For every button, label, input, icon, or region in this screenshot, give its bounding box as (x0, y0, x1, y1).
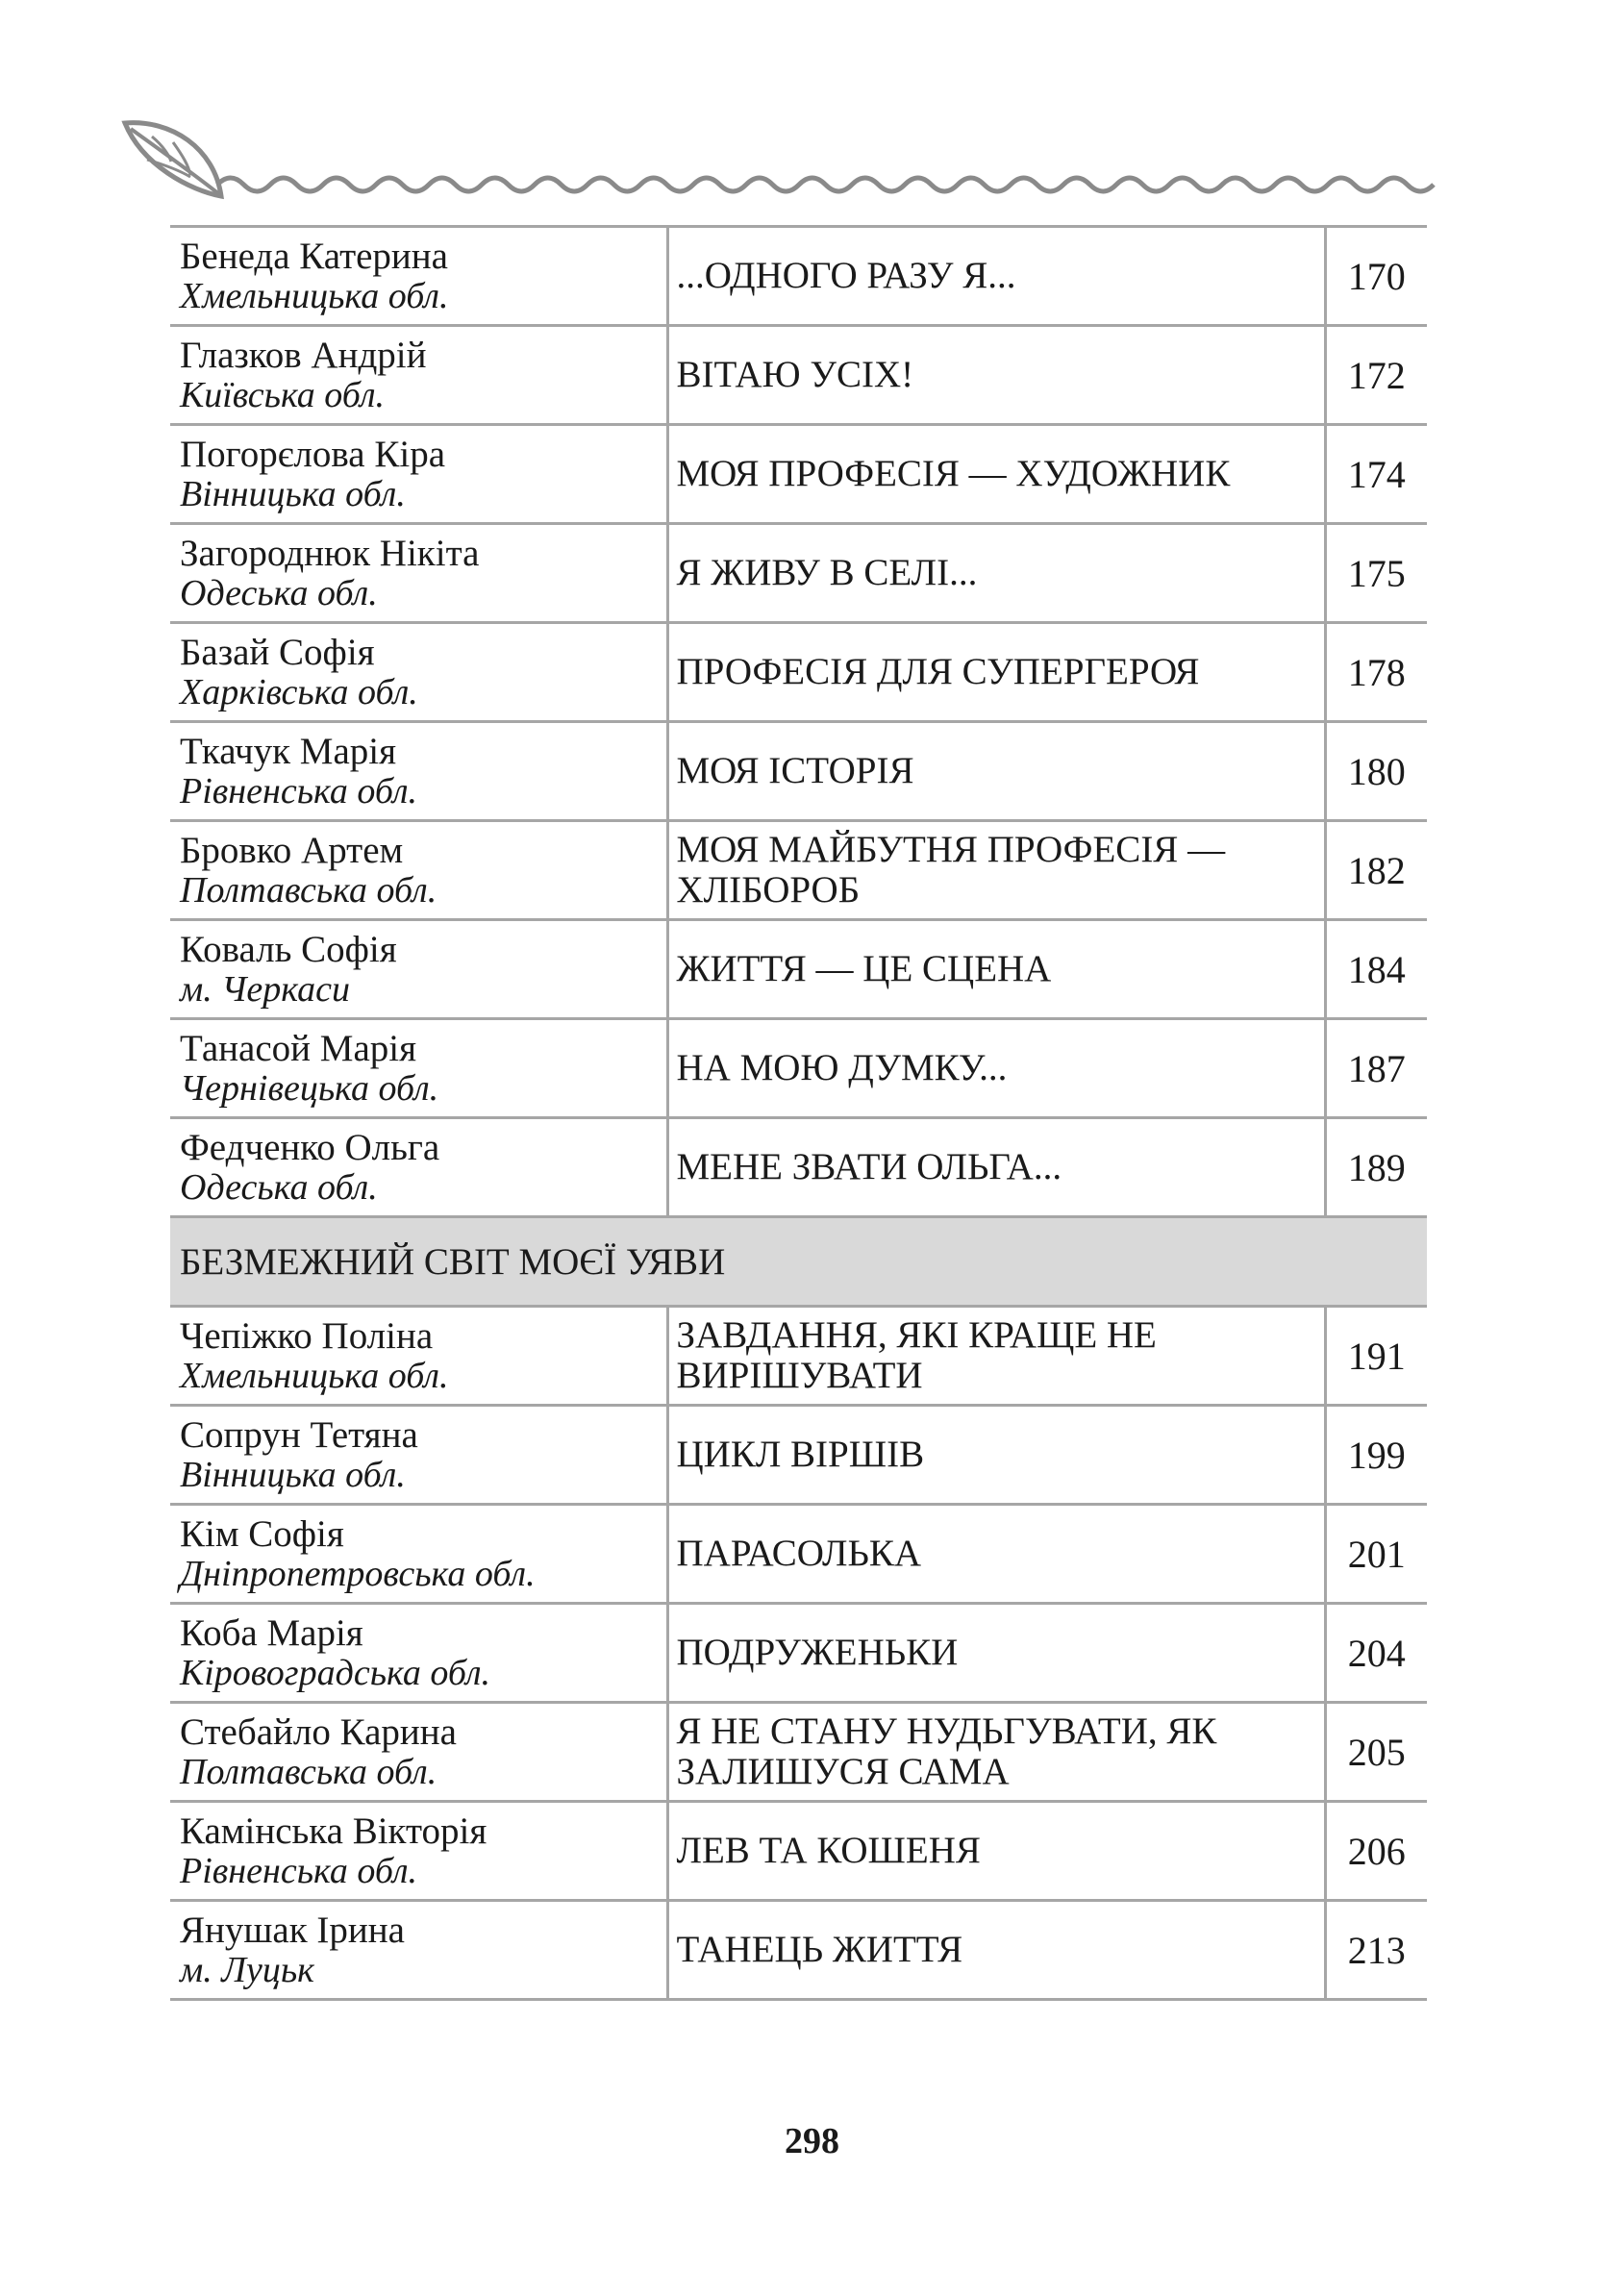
contents-row (170, 1703, 1427, 1802)
author-region: м. Луцьк (180, 1950, 314, 1990)
author-name: Бровко Артем (180, 830, 404, 871)
author-name: Сопрун Тетяна (180, 1414, 418, 1456)
author-name: Федченко Ольга (180, 1127, 440, 1168)
contents-row (170, 1307, 1427, 1406)
work-title: Я НЕ СТАНУ НУДЬГУВАТИ, ЯК ЗАЛИШУСЯ САМА (676, 1710, 1217, 1792)
contents-row (170, 1406, 1427, 1505)
author-cell (170, 1802, 667, 1901)
author-region: Полтавська обл. (180, 870, 437, 911)
title-cell (667, 821, 1325, 920)
contents-table (170, 225, 1427, 2001)
title-cell (667, 1307, 1325, 1406)
author-name: Погорєлова Кіра (180, 434, 446, 475)
work-title: ...ОДНОГО РАЗУ Я... (676, 255, 1016, 296)
page-ref: 180 (1325, 722, 1427, 821)
author-cell (170, 1505, 667, 1604)
page-ref: 191 (1325, 1307, 1427, 1406)
author-name: Базай Софія (180, 632, 375, 673)
page-ref: 174 (1325, 425, 1427, 524)
feather-icon (125, 123, 221, 196)
work-title: Я ЖИВУ В СЕЛІ... (676, 552, 978, 593)
author-name: Загороднюк Нікіта (180, 533, 480, 574)
author-region: Одеська обл. (180, 1167, 378, 1208)
author-region: Кіровоградська обл. (180, 1653, 491, 1693)
author-name: Глазков Андрій (180, 335, 427, 376)
author-region: Вінницька обл. (180, 1455, 406, 1495)
title-cell (667, 623, 1325, 722)
author-name: Танасой Марія (180, 1028, 417, 1069)
title-cell (667, 1703, 1325, 1802)
work-title: ЦИКЛ ВІРШІВ (676, 1434, 925, 1475)
author-cell (170, 227, 667, 326)
author-region: Полтавська обл. (180, 1752, 437, 1792)
author-name: Коба Марія (180, 1612, 363, 1654)
title-cell (667, 1505, 1325, 1604)
author-cell (170, 1118, 667, 1217)
work-title: ПОДРУЖЕНЬКИ (676, 1632, 959, 1673)
author-cell (170, 920, 667, 1019)
feather-wave-ornament (113, 108, 1440, 204)
page-ref: 206 (1325, 1802, 1427, 1901)
page-ref: 204 (1325, 1604, 1427, 1703)
work-title: МОЯ МАЙБУТНЯ ПРОФЕСІЯ — ХЛІБОРОБ (676, 829, 1226, 911)
page-ref: 175 (1325, 524, 1427, 623)
contents-row (170, 722, 1427, 821)
author-cell (170, 326, 667, 425)
author-cell (170, 1019, 667, 1118)
work-title: ПАРАСОЛЬКА (676, 1533, 922, 1574)
page-number: 298 (785, 2121, 839, 2161)
work-title: ЖИТТЯ — ЦЕ СЦЕНА (676, 948, 1052, 989)
author-region: Хмельницька обл. (180, 1356, 449, 1396)
author-region: Вінницька обл. (180, 474, 406, 514)
title-cell (667, 1604, 1325, 1703)
contents-row (170, 1604, 1427, 1703)
author-cell (170, 623, 667, 722)
work-title: ЗАВДАННЯ, ЯКІ КРАЩЕ НЕ ВИРІШУВАТИ (676, 1314, 1157, 1396)
contents-row (170, 227, 1427, 326)
page-ref: 213 (1325, 1901, 1427, 2000)
title-cell (667, 326, 1325, 425)
author-name: Янушак Ірина (180, 1910, 405, 1951)
contents-row (170, 1118, 1427, 1217)
author-name: Стебайло Карина (180, 1711, 457, 1753)
wavy-line (217, 178, 1434, 191)
author-name: Кім Софія (180, 1513, 344, 1555)
page-ref: 178 (1325, 623, 1427, 722)
work-title: ВІТАЮ УСІХ! (676, 354, 914, 395)
author-region: Рівненська обл. (180, 771, 418, 811)
work-title: МОЯ ІСТОРІЯ (676, 750, 914, 791)
title-cell (667, 425, 1325, 524)
page-ref: 170 (1325, 227, 1427, 326)
work-title: МЕНЕ ЗВАТИ ОЛЬГА... (676, 1146, 1062, 1187)
page-ref: 187 (1325, 1019, 1427, 1118)
title-cell (667, 227, 1325, 326)
contents-row (170, 1802, 1427, 1901)
work-title: ПРОФЕСІЯ ДЛЯ СУПЕРГЕРОЯ (676, 651, 1200, 692)
author-cell (170, 821, 667, 920)
author-cell (170, 722, 667, 821)
author-region: Київська обл. (180, 375, 386, 415)
title-cell (667, 1406, 1325, 1505)
author-cell (170, 1703, 667, 1802)
title-cell (667, 1901, 1325, 2000)
title-cell (667, 1802, 1325, 1901)
author-cell (170, 1604, 667, 1703)
page-ref: 182 (1325, 821, 1427, 920)
contents-row (170, 524, 1427, 623)
page-ref: 201 (1325, 1505, 1427, 1604)
contents-row (170, 1901, 1427, 2000)
contents-row (170, 821, 1427, 920)
author-region: м. Черкаси (180, 969, 350, 1010)
page-ref: 205 (1325, 1703, 1427, 1802)
author-name: Ткачук Марія (180, 731, 397, 772)
author-region: Чернівецька обл. (180, 1068, 439, 1109)
contents-row (170, 1019, 1427, 1118)
title-cell (667, 722, 1325, 821)
page-ref: 189 (1325, 1118, 1427, 1217)
author-name: Бенеда Катерина (180, 236, 448, 277)
work-title: МОЯ ПРОФЕСІЯ — ХУДОЖНИК (676, 453, 1231, 494)
author-region: Рівненська обл. (180, 1851, 418, 1891)
work-title: ТАНЕЦЬ ЖИТТЯ (676, 1929, 963, 1970)
author-region: Хмельницька обл. (180, 276, 449, 316)
contents-row (170, 1505, 1427, 1604)
work-title: ЛЕВ ТА КОШЕНЯ (676, 1830, 981, 1871)
author-cell (170, 425, 667, 524)
author-name: Камінська Вікторія (180, 1810, 487, 1852)
work-title: НА МОЮ ДУМКУ... (676, 1047, 1008, 1088)
title-cell (667, 920, 1325, 1019)
author-region: Дніпропетровська обл. (180, 1554, 536, 1594)
contents-row (170, 920, 1427, 1019)
page-ref: 172 (1325, 326, 1427, 425)
author-cell (170, 1406, 667, 1505)
section-row (170, 1217, 1427, 1307)
contents-row (170, 425, 1427, 524)
section-title: БЕЗМЕЖНИЙ СВІТ МОЄЇ УЯВИ (170, 1217, 1427, 1307)
author-cell (170, 524, 667, 623)
contents-row (170, 326, 1427, 425)
author-name: Чепіжко Поліна (180, 1315, 434, 1357)
author-region: Харківська обл. (180, 672, 418, 712)
title-cell (667, 524, 1325, 623)
title-cell (667, 1019, 1325, 1118)
title-cell (667, 1118, 1325, 1217)
author-cell (170, 1307, 667, 1406)
contents-row (170, 623, 1427, 722)
page-ref: 199 (1325, 1406, 1427, 1505)
page-ref: 184 (1325, 920, 1427, 1019)
author-region: Одеська обл. (180, 573, 378, 613)
author-name: Коваль Софія (180, 929, 397, 970)
author-cell (170, 1901, 667, 2000)
